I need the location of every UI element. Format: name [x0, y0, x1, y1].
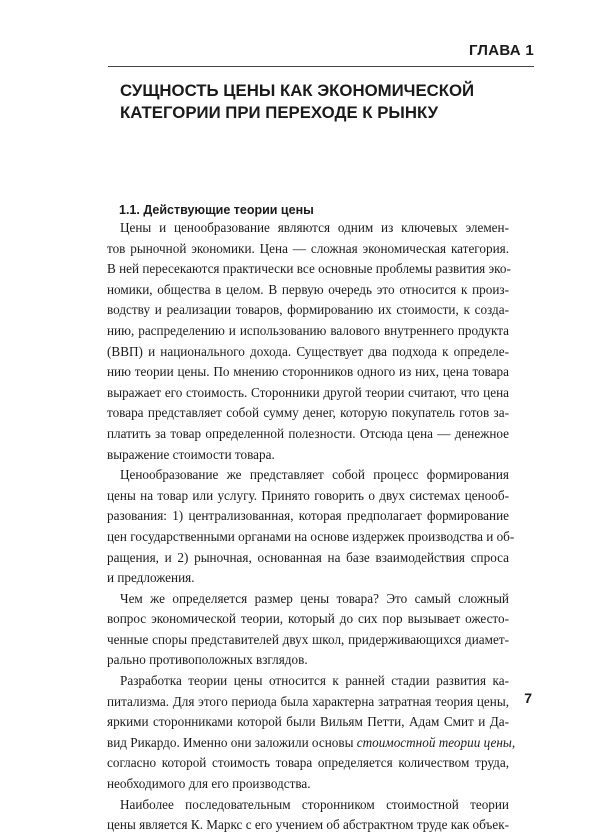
text-line: Ценообразование же представляет собой процесс формирования — [120, 467, 509, 483]
text-run: вид Рикардо. Именно они заложили основы — [107, 734, 357, 750]
text-line: питализма. Для этого периода была характерна затратная теория цены, — [107, 693, 509, 709]
text-line: цен государственными органами на основе издержек производства и об- — [107, 528, 515, 544]
text-line: рально противоположных взглядов. — [107, 652, 308, 668]
italic-term: стоимостной теории цены, — [356, 734, 516, 750]
chapter-title-line: СУЩНОСТЬ ЦЕНЫ КАК ЭКОНОМИЧЕСКОЙ — [120, 81, 475, 100]
chapter-title-line: КАТЕГОРИИ ПРИ ПЕРЕХОДЕ К РЫНКУ — [120, 103, 439, 122]
text-line: Разработка теории цены относится к ранней стадии развития ка- — [120, 673, 509, 689]
text-line: цены на товар или услугу. Принято говорить о двух системах ценооб- — [107, 487, 509, 503]
text-line: (ВВП) и национального дохода. Существует два подхода к определе- — [107, 343, 509, 359]
text-line — [107, 733, 516, 754]
paragraph — [107, 795, 509, 836]
text-line: выражает его стоимость. Сторонники другой теории считают, что цена — [107, 384, 509, 400]
text-line: нию теории цены. По мнению сторонников одного из них, цена товара — [107, 364, 509, 380]
paragraph — [107, 589, 509, 671]
text-line: цены является К. Маркс с его учением об абстрактном труде как объек- — [107, 817, 509, 833]
page-number: 7 — [524, 690, 532, 706]
text-line: водству и реализации товаров, формированию их стоимости, к созда- — [107, 302, 509, 318]
text-line: разования: 1) централизованная, которая предполагает формирование — [107, 508, 509, 524]
text-line: Чем же определяется размер цены товара? Это самый сложный — [120, 590, 509, 606]
text-line: тов рыночной экономики. Цена — сложная экономическая категория. — [107, 240, 509, 256]
paragraph — [107, 465, 515, 589]
header-rule — [108, 66, 534, 67]
text-line: товара представляет собой сумму денег, которую покупатель готов за- — [107, 405, 509, 421]
text-line: Цены и ценообразование являются одним из ключевых элемен- — [120, 220, 509, 235]
text-line: ращения, и 2) рыночная, основанная на базе взаимодействия спроса — [107, 549, 509, 565]
text-line: В ней пересекаются практически все основные проблемы развития эко- — [107, 261, 511, 277]
text-line: платить за товар определенной полезности. Отсюда цена — денежное — [107, 425, 509, 441]
text-line: яркими сторонниками которой были Вильям Петти, Адам Смит и Да- — [107, 714, 509, 730]
paragraph — [107, 671, 516, 795]
paragraph — [107, 218, 509, 465]
chapter-title — [120, 80, 500, 124]
text-line: вопрос экономической теории, который до сих пор вызывает ожесто- — [107, 611, 509, 627]
text-line: и предложения. — [107, 570, 195, 586]
text-line: Наиболее последовательным сторонником стоимостной теории — [120, 796, 509, 812]
section-heading: 1.1. Действующие теории цены — [119, 203, 314, 217]
text-line: согласно которой стоимость товара определяется количеством труда, — [107, 755, 509, 771]
text-line: ченные споры представителей двух школ, придерживающихся диамет- — [107, 631, 509, 647]
text-line: нию, распределению и использованию валового внутреннего продукта — [107, 322, 509, 338]
text-line: выражение стоимости товара. — [107, 446, 275, 462]
body-text — [107, 218, 516, 836]
text-line: необходимого для его производства. — [107, 776, 311, 792]
chapter-label: ГЛАВА 1 — [468, 42, 534, 59]
text-line: номики, общества в целом. В первую очередь это относится к произ- — [107, 281, 509, 297]
